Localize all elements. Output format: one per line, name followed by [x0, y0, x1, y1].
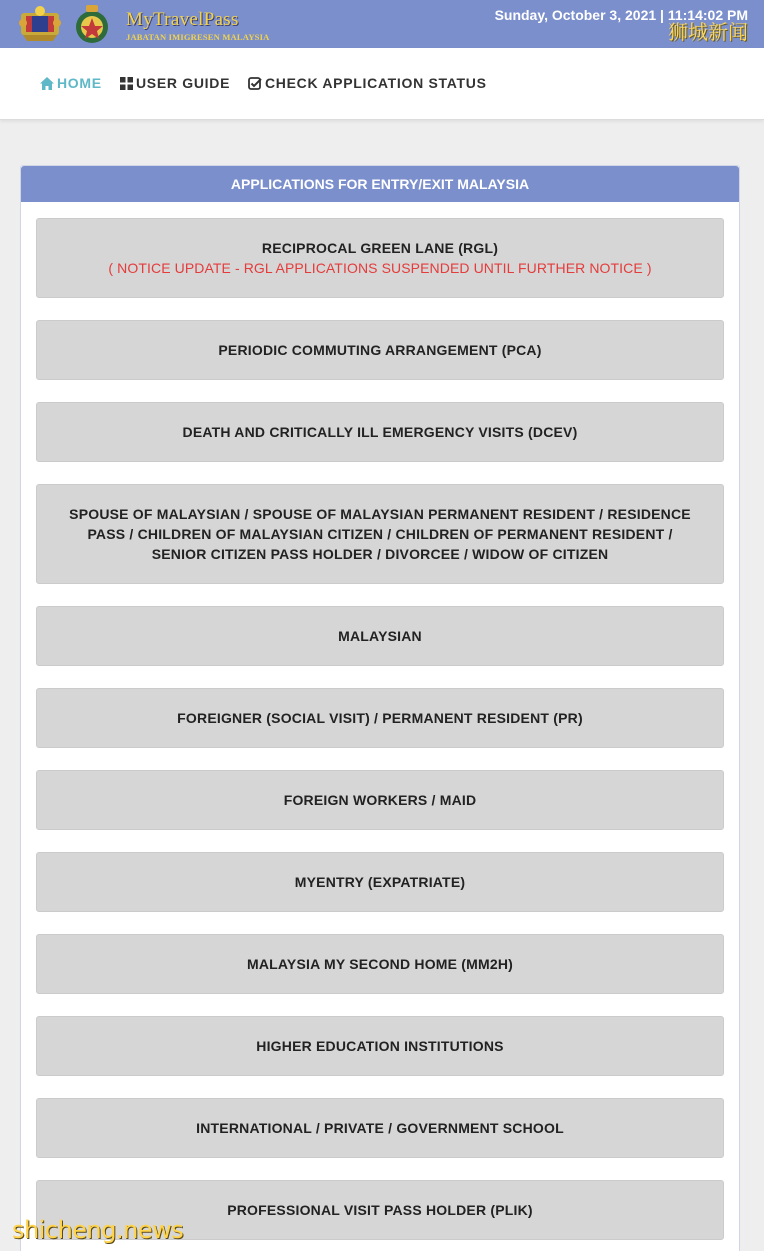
application-myentry-button[interactable]: [36, 852, 724, 912]
application-pca-button[interactable]: [36, 320, 724, 380]
application-dcev-button[interactable]: [36, 402, 724, 462]
brand-name: MyTravelPass: [126, 8, 239, 30]
current-datetime: Sunday, October 3, 2021 | 11:14:02 PM: [494, 7, 748, 23]
application-rgl-button[interactable]: [36, 218, 724, 298]
application-title: HIGHER EDUCATION INSTITUTIONS: [256, 1038, 504, 1054]
grid-icon: [120, 77, 133, 90]
application-spouse-button[interactable]: [36, 484, 724, 584]
top-banner: [0, 0, 764, 48]
application-title: MYENTRY (EXPATRIATE): [294, 874, 466, 890]
application-title: PERIODIC COMMUTING ARRANGEMENT (PCA): [218, 342, 542, 358]
watermark-top: 狮城新闻: [668, 20, 748, 44]
nav-home-label: HOME: [57, 75, 102, 91]
nav-user-guide-label: USER GUIDE: [136, 75, 231, 91]
application-notice: ( NOTICE UPDATE - RGL APPLICATIONS SUSPENDED UNTIL FURTHER NOTICE ): [108, 260, 652, 276]
application-title: FOREIGNER (SOCIAL VISIT) / PERMANENT RESIDENT (PR): [177, 710, 583, 726]
watermark-bottom: shicheng.news: [12, 1216, 184, 1244]
application-title: FOREIGN WORKERS / MAID: [283, 792, 477, 808]
nav-check-status[interactable]: [248, 74, 487, 92]
application-malaysian-button[interactable]: [36, 606, 724, 666]
nav-user-guide[interactable]: [120, 74, 230, 92]
application-mm2h-button[interactable]: [36, 934, 724, 994]
application-title: MALAYSIAN: [338, 628, 422, 644]
application-title: RECIPROCAL GREEN LANE (RGL): [261, 240, 499, 256]
application-foreigner-button[interactable]: [36, 688, 724, 748]
application-title: INTERNATIONAL / PRIVATE / GOVERNMENT SCHOOL: [196, 1120, 564, 1136]
nav-check-status-label: CHECK APPLICATION STATUS: [265, 75, 487, 91]
logo-area[interactable]: [18, 4, 269, 46]
main-nav: [0, 48, 764, 120]
application-school-button[interactable]: [36, 1098, 724, 1158]
brand-subtitle: JABATAN IMIGRESEN MALAYSIA: [126, 31, 270, 42]
application-title: SPOUSE OF MALAYSIAN / SPOUSE OF MALAYSIAN PERMANENT RESIDENT / RESIDENCE PASS / CHILDREN OF MALAYSIAN CITIZEN / CHILDREN OF PERMANENT RESIDENT / SENIOR CITIZEN PASS HOLDER / DIVORCEE / WIDOW OF CITIZEN: [69, 506, 691, 562]
applications-panel: [20, 165, 740, 1251]
check-square-icon: [248, 77, 262, 90]
application-title: MALAYSIA MY SECOND HOME (MM2H): [246, 956, 514, 972]
application-foreign-workers-button[interactable]: [36, 770, 724, 830]
malaysia-coat-of-arms-logo: [18, 5, 62, 45]
application-higher-education-button[interactable]: [36, 1016, 724, 1076]
nav-home[interactable]: [40, 74, 102, 92]
immigration-emblem-logo: [70, 5, 114, 45]
panel-title: APPLICATIONS FOR ENTRY/EXIT MALAYSIA: [21, 166, 739, 202]
home-icon: [40, 77, 54, 90]
application-title: DEATH AND CRITICALLY ILL EMERGENCY VISITS (DCEV): [182, 424, 578, 440]
application-title: PROFESSIONAL VISIT PASS HOLDER (PLIK): [227, 1202, 533, 1218]
